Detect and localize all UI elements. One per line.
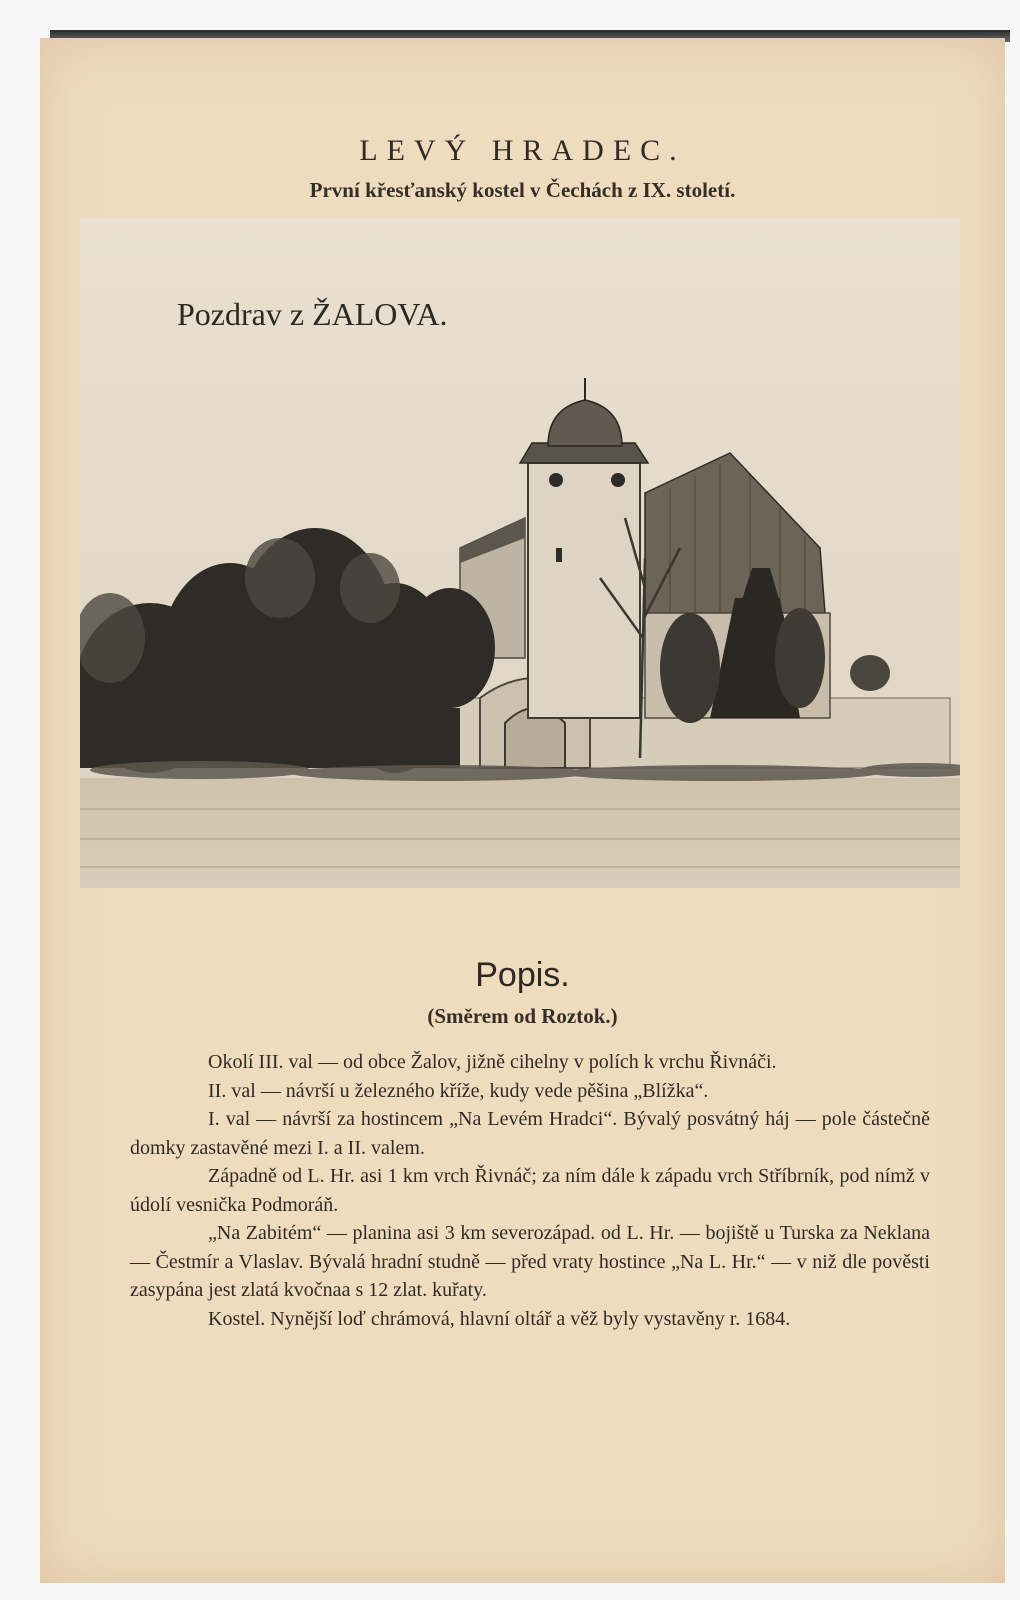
description-text [130,1048,930,1333]
postcard-title: LEVÝ HRADEC. [359,134,686,167]
postcard-subtitle: První křesťanský kostel v Čechách z IX. století. [309,178,736,202]
photo-tower [528,463,640,718]
greeting-caption: Pozdrav z ŽALOVA. [177,296,448,332]
description-paragraph: I. val — návrší za hostincem „Na Levém Hradci“. Bývalý posvátný háj — pole částečně domky zastavěné mezi I. a II. valem. [130,1108,930,1159]
photo-field [80,778,960,888]
description-paragraph: Kostel. Nynější loď chrámová, hlavní oltář a věž byly vystavěny r. 1684. [208,1307,791,1330]
description-paragraph: II. val — návrší u železného kříže, kudy vede pěšina „Blížka“. [208,1079,709,1102]
description-paragraph: Okolí III. val — od obce Žalov, jižně cihelny v polích k vrchu Řivnáči. [208,1051,777,1073]
description-subheading: (Směrem od Roztok.) [427,1004,618,1028]
description-paragraph: Západně od L. Hr. asi 1 km vrch Řivnáč; za ním dále k západu vrch Stříbrník, pod nímž v údolí vesnička Podmoráň. [130,1165,930,1216]
postcard [40,38,1005,1583]
description-heading: Popis. [475,956,570,994]
description-paragraph: „Na Zabitém“ — planina asi 3 km severozápad. od L. Hr. — bojiště u Turska za Neklana — Čestmír a Vlaslav. Bývalá hradní studně — před vraty hostince „Na L. Hr.“ — v niž dle pověsti zasypána jest zlatá kvočnaa s 12 zlat. kuřaty. [130,1222,930,1301]
